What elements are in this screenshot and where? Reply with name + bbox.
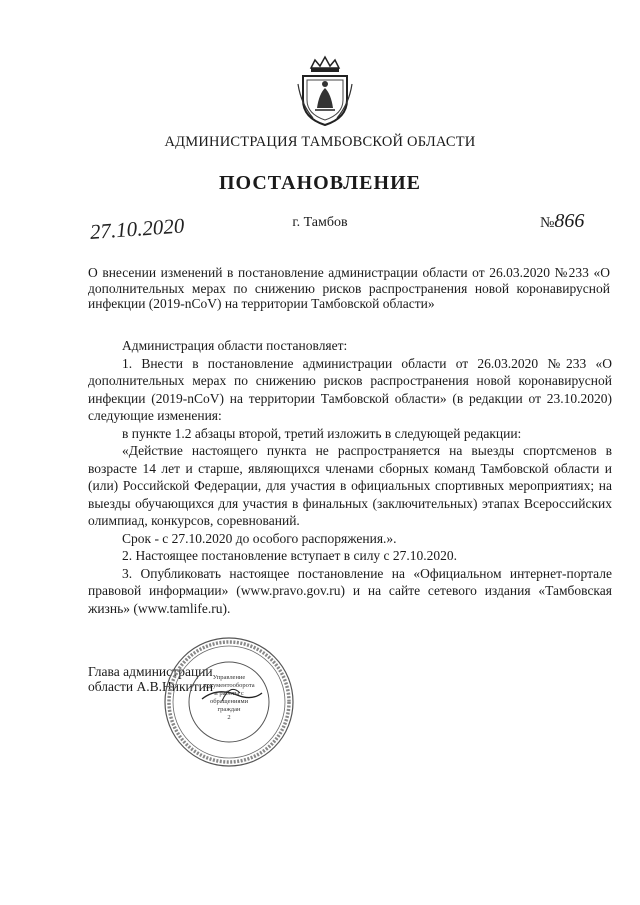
seal-center-text: Управление документооборота и работы с обращениями граждан 2 [203, 674, 255, 721]
number-prefix: № [540, 215, 555, 231]
organization-name: АДМИНИСТРАЦИЯ ТАМБОВСКОЙ ОБЛАСТИ [164, 134, 476, 150]
document-city: г. Тамбов [292, 215, 348, 230]
number-value: 866 [554, 210, 585, 232]
body-item-1: 1. Внести в постановление администрации области от 26.03.2020 №233 «О дополнительных мерах по снижению рисков распространения новой коронавирусной инфекции (2019-nCoV) на территории Тамбовской области» (в редакции от 23.10.2020) следующие изменения: [88, 355, 612, 423]
coat-of-arms-icon [297, 54, 353, 128]
seal-number: 2 [227, 714, 231, 721]
body-intro: Администрация области постановляет: [122, 338, 348, 353]
body-item-1-quote: «Действие настоящего пункта не распространяется на выезды спортсменов в возрасте 14 лет и старше, являющихся членами сборных команд Тамбовской области и (или) Российской Федерации, для участия в официальных спортивных мероприятиях; на выезды обучающихся для участия в финальных (заключительных) этапах Всероссийских олимпиад, конкурсов, соревнований. [88, 443, 612, 528]
signature-title-line2: области А.В.Никитин [88, 679, 214, 694]
body-item-3: 3. Опубликовать настоящее постановление на «Официальном интернет-портале правовой информации» (www.pravo.gov.ru) и на сайте сетевого издания «Тамбовская жизнь» (www.tamlife.ru). [88, 565, 612, 616]
document-subject: О внесении изменений в постановление администрации области от 26.03.2020 №233 «О дополнительных мерах по снижению рисков распространения новой коронавирусной инфекции (2019-nCoV) на территории Тамбовской области» [88, 265, 610, 311]
body-item-2: 2. Настоящее постановление вступает в силу с 27.10.2020. [122, 548, 458, 563]
signature-name: А.В.Никитин [136, 679, 214, 694]
signature-title-line1: Глава администрации [88, 664, 213, 679]
document-body [88, 337, 612, 617]
document-type-title: ПОСТАНОВЛЕНИЕ [219, 172, 421, 194]
document-date: 27.10.2020 [89, 213, 186, 244]
document-number [540, 210, 584, 233]
body-item-1-term: Срок - с 27.10.2020 до особого распоряжения.». [122, 530, 397, 546]
body-item-1-point: в пункте 1.2 абзацы второй, третий изложить в следующей редакции: [122, 425, 522, 441]
